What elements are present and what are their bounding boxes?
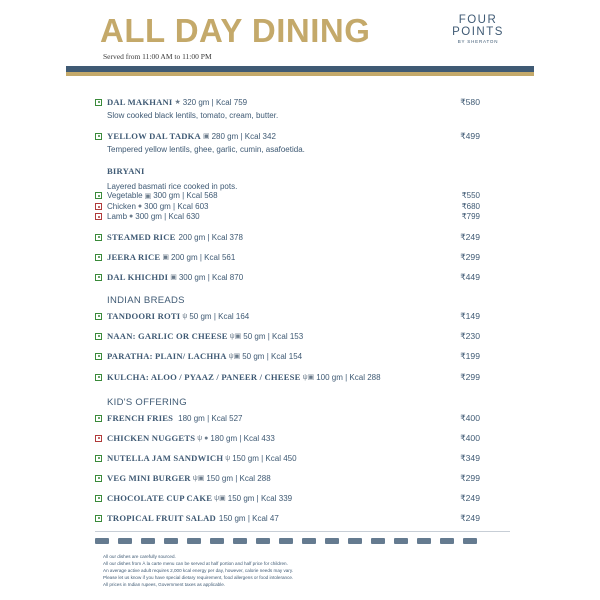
variant-label: Vegetable [107,191,143,200]
menu-item-kulcha [95,372,480,382]
item-meta: 150 gm | Kcal 450 [232,453,297,463]
legend-icon [417,538,431,544]
non-veg-icon [95,213,102,220]
item-price: ₹400 [460,413,480,423]
item-meta: 150 gm | Kcal 47 [218,513,279,523]
item-meta: 180 gm | Kcal 527 [178,413,243,423]
wheat-icon: ψ [182,312,188,320]
pot-icon: ▣ [202,133,210,140]
menu-item-tandoori-roti [95,311,480,321]
legend-icon [463,538,477,544]
item-price: ₹249 [460,513,480,523]
served-hours: Served from 11:00 AM to 11:00 PM [103,52,212,61]
section-title-kids-offering: KID'S OFFERING [107,397,187,408]
item-price: ₹499 [460,131,480,141]
item-price: ₹449 [460,272,480,282]
menu-item-yellow-dal-tadka [95,131,480,154]
wheat-icon: ψ [225,454,231,462]
veg-icon [95,274,102,281]
wheat-icon: ψ▣ [192,475,205,482]
wheat-icon: ψ▣ [302,374,315,381]
note-line: All our dishes are carefully sourced. [103,554,176,559]
item-desc: Slow cooked black lentils, tomato, cream, butter. [107,111,279,120]
four-points-logo [448,14,508,44]
menu-item-chocolate-cup-cake [95,493,480,503]
veg-icon [95,353,102,360]
veg-icon [95,333,102,340]
veg-icon [95,192,102,199]
pot-icon: ▣ [170,274,177,281]
legend-icon [371,538,385,544]
legend-icon [302,538,316,544]
item-desc: Tempered yellow lentils, ghee, garlic, cumin, asafoetida. [107,145,305,154]
wheat-icon: ψ▣ [228,353,241,360]
item-price: ₹199 [460,351,480,361]
menu-item-tropical-fruit-salad [95,513,480,523]
item-meta: 280 gm | Kcal 342 [211,131,276,141]
veg-icon [95,234,102,241]
veg-icon [95,415,102,422]
note-line: An average active adult requires 2,000 kcal energy per day, however, calorie needs may vary. [103,568,294,573]
non-veg-icon [95,435,102,442]
legend-icon [440,538,454,544]
note-line: All our dishes from À la carte menu can be served at half portion and half price for children. [103,561,288,566]
menu-item-biryani [95,166,480,191]
legend-icon [394,538,408,544]
item-meta: 320 gm | Kcal 759 [182,97,248,107]
menu-title: ALL DAY DINING [100,12,371,49]
logo-line2: POINTS [452,26,504,38]
biryani-variant-chicken [95,202,480,211]
item-meta: 50 gm | Kcal 153 [243,331,304,341]
variant-meta: 300 gm | Kcal 603 [144,202,209,211]
legend-icon [164,538,178,544]
star-icon: ★ [174,99,181,106]
band-gold [66,72,534,76]
pot-icon: ▣ [144,192,152,200]
item-name: NAAN: GARLIC OR CHEESE [107,331,228,341]
pot-icon: ▣ [162,254,169,261]
item-name: CHOCOLATE CUP CAKE [107,493,213,503]
menu-item-naan [95,331,480,341]
item-name: CHICKEN NUGGETS [107,433,196,443]
item-price: ₹149 [460,311,480,321]
item-name: JEERA RICE [107,252,161,262]
menu-item-nutella-jam-sandwich [95,453,480,463]
menu-item-veg-mini-burger [95,473,480,483]
menu-item-dal-makhani [95,97,480,120]
menu-item-steamed-rice [95,232,480,242]
menu-item-french-fries [95,413,480,423]
item-name: VEG MINI BURGER [107,473,191,483]
item-price: ₹249 [460,232,480,242]
legend-icon [256,538,270,544]
legend-icon [118,538,132,544]
lamb-icon: ● [129,213,134,220]
header-band [66,66,534,76]
item-meta: 300 gm | Kcal 870 [178,272,244,282]
variant-meta: 300 gm | Kcal 630 [135,212,200,221]
item-meta: 150 gm | Kcal 339 [227,493,293,503]
logo-line1: FOUR [458,14,498,26]
variant-price: ₹550 [461,191,480,200]
veg-icon [95,374,102,381]
item-price: ₹580 [460,97,480,107]
legend-icon [348,538,362,544]
variant-meta: 300 gm | Kcal 568 [153,191,218,200]
variant-price: ₹799 [461,212,480,221]
variant-label: Lamb [107,212,128,221]
wheat-icon: ψ▣ [214,495,226,502]
legend-icon [187,538,201,544]
note-line: All prices in Indian rupees, Government taxes as applicable. [103,582,226,587]
item-price: ₹299 [460,473,480,483]
biryani-variant-vegetable [95,191,480,200]
legend-icon [279,538,293,544]
item-meta: 50 gm | Kcal 154 [242,351,303,361]
menu-notes [103,553,503,588]
item-meta: 200 gm | Kcal 378 [178,232,243,242]
menu-item-jeera-rice [95,252,480,262]
legend-icon [141,538,155,544]
item-meta: 50 gm | Kcal 164 [189,311,250,321]
item-name: DAL MAKHANI [107,97,173,107]
item-price: ₹349 [460,453,480,463]
item-desc: Layered basmati rice cooked in pots. [107,182,238,191]
item-name: TROPICAL FRUIT SALAD [107,513,216,523]
menu-header [0,0,600,66]
item-name: BIRYANI [107,166,145,176]
item-meta: 200 gm | Kcal 561 [170,252,236,262]
item-meta: 150 gm | Kcal 288 [206,473,271,483]
legend-icon [210,538,224,544]
legend-icon [95,538,109,544]
item-meta: 100 gm | Kcal 288 [316,372,381,382]
item-name: NUTELLA JAM SANDWICH [107,453,224,463]
note-line: Please let us know if you have special dietary requirement, food allergens or food intolerance. [103,575,294,580]
allergen-legend [95,536,510,546]
menu-item-dal-khichdi [95,272,480,282]
item-price: ₹299 [460,372,480,382]
biryani-variant-lamb [95,212,480,221]
item-meta: 180 gm | Kcal 433 [210,433,275,443]
item-price: ₹299 [460,252,480,262]
menu-item-chicken-nuggets [95,433,480,443]
wheat-icon: ψ▣ [229,333,242,340]
veg-icon [95,313,102,320]
item-price: ₹249 [460,493,480,503]
item-price: ₹400 [460,433,480,443]
item-name: STEAMED RICE [107,232,176,242]
veg-icon [95,515,102,522]
wheat-icon: ψ ● [197,434,209,442]
veg-icon [95,99,102,106]
item-price: ₹230 [460,331,480,341]
item-name: YELLOW DAL TADKA [107,131,201,141]
veg-icon [95,133,102,140]
veg-icon [95,455,102,462]
section-title-indian-breads: INDIAN BREADS [107,295,185,306]
logo-line3: BY SHERATON [457,39,499,44]
veg-icon [95,475,102,482]
veg-icon [95,495,102,502]
veg-icon [95,254,102,261]
non-veg-icon [95,203,102,210]
chicken-icon: ● [137,203,143,210]
variant-price: ₹680 [461,202,480,211]
item-name: TANDOORI ROTI [107,311,181,321]
item-name: PARATHA: PLAIN/ LACHHA [107,351,227,361]
variant-label: Chicken [107,202,136,211]
footer-divider [95,531,510,532]
item-name: FRENCH FRIES [107,413,174,423]
item-name: KULCHA: ALOO / PYAAZ / PANEER / CHEESE [107,372,301,382]
legend-icon [325,538,339,544]
item-name: DAL KHICHDI [107,272,169,282]
menu-item-paratha [95,351,480,361]
legend-icon [233,538,247,544]
